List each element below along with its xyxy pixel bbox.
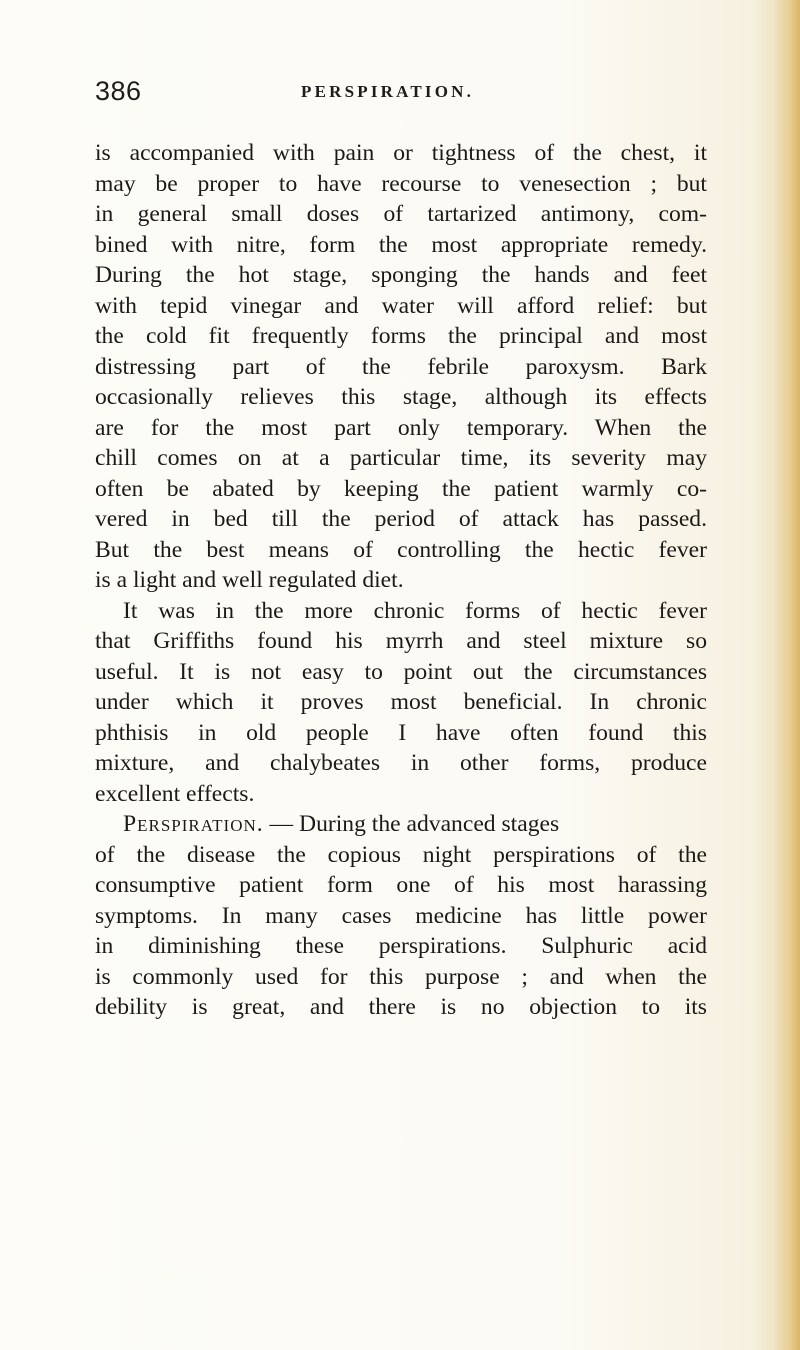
text-line: the cold fit frequently forms the principal and most — [95, 323, 707, 349]
text-line: useful. It is not easy to point out the circumstances — [95, 658, 707, 685]
page-number: 386 — [95, 76, 142, 106]
text-line: excellent effects. — [95, 780, 255, 807]
text-line: During the hot stage, sponging the hands and feet — [95, 262, 707, 288]
text-line: occasionally relieves this stage, although its effects — [95, 384, 707, 410]
text-line: that Griffiths found his myrrh and steel mixture so — [95, 628, 707, 654]
text-line: of the disease the copious night perspirations of the — [95, 841, 707, 868]
text-line: may be proper to have recourse to venesection ; but — [95, 170, 707, 197]
page-edge-shading — [774, 0, 800, 1350]
text-line: debility is great, and there is no objection to its — [95, 994, 707, 1020]
text-line: with tepid vinegar and water will afford relief: but — [95, 292, 707, 319]
text-line: vered in bed till the period of attack has passed. — [95, 506, 707, 532]
text-line: It was in the more chronic forms of hectic fever — [123, 597, 707, 624]
text-line: But the best means of controlling the hectic fever — [95, 536, 707, 563]
text-line: consumptive patient form one of his most harassing — [95, 872, 707, 898]
text-line: symptoms. In many cases medicine has little power — [95, 902, 707, 929]
text-line: is commonly used for this purpose ; and when the — [95, 963, 707, 990]
section-heading: Perspiration. — [123, 811, 264, 837]
text-line: often be abated by keeping the patient warmly co- — [95, 475, 707, 502]
text-line: are for the most part only temporary. When the — [95, 414, 707, 441]
running-title: PERSPIRATION. — [301, 82, 475, 101]
text-line: in general small doses of tartarized antimony, com- — [95, 201, 707, 227]
text-line: phthisis in old people I have often found this — [95, 719, 707, 746]
page-header — [95, 76, 715, 110]
text-line: in diminishing these perspirations. Sulphuric acid — [95, 933, 707, 959]
text-line: chill comes on at a particular time, its severity may — [95, 445, 707, 471]
body-text — [95, 138, 707, 1023]
text-line: mixture, and chalybeates in other forms, produce — [95, 750, 707, 776]
text-line: under which it proves most beneficial. In chronic — [95, 689, 707, 715]
text-line: is a light and well regulated diet. — [95, 567, 404, 593]
text-line: bined with nitre, form the most appropriate remedy. — [95, 231, 707, 258]
text-line: is accompanied with pain or tightness of the chest, it — [95, 140, 707, 166]
text-line: distressing part of the febrile paroxysm. Bark — [95, 353, 707, 380]
section-heading-line — [95, 809, 707, 840]
section-heading-continuation: — During the advanced stages — [263, 811, 560, 837]
